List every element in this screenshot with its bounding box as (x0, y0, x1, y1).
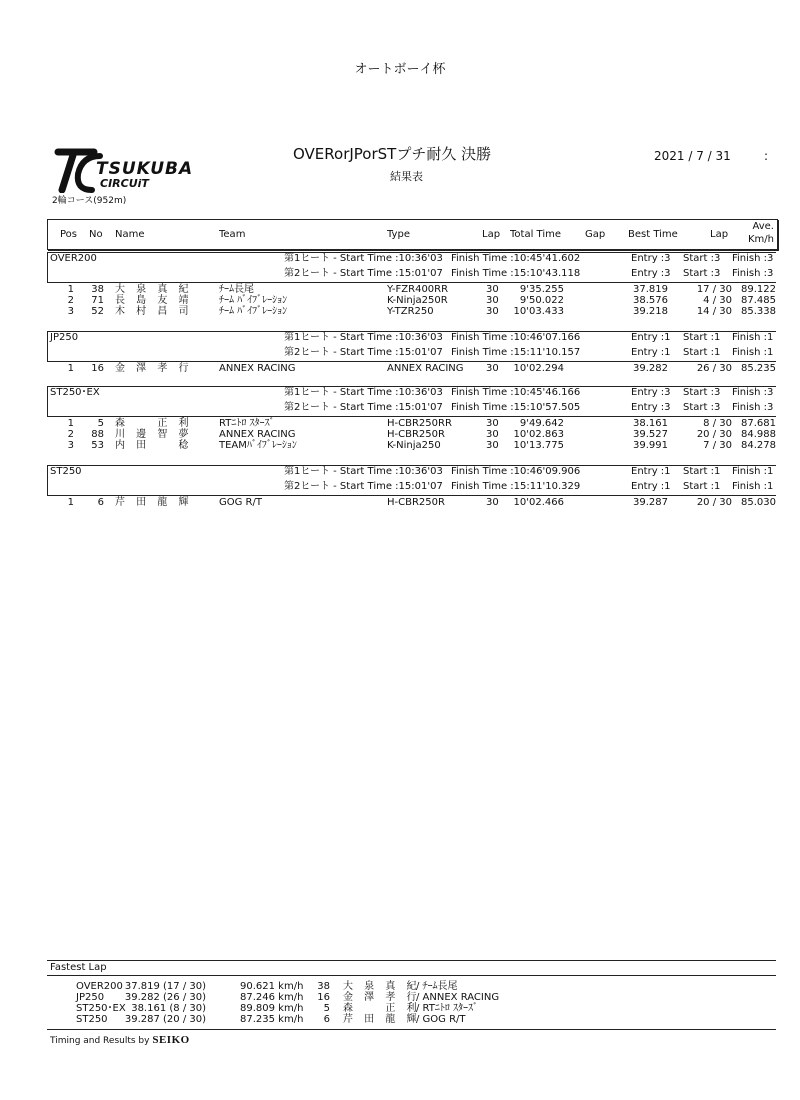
row-best-lap: 20 / 30 (696, 497, 732, 508)
col-best-lap: Lap (710, 229, 729, 240)
row-pos: 1 (67, 284, 74, 295)
row-total: 10'02.294 (513, 363, 564, 374)
row-best-lap: 7 / 30 (703, 440, 732, 451)
heat1-start: 第1ヒート - Start Time :10:36'03 (284, 466, 443, 477)
heat1-finished: Finish :3 (732, 387, 774, 398)
row-total: 9'49.642 (519, 418, 564, 429)
row-team: ﾁｰﾑ長尾 (219, 284, 254, 295)
col-pos: Pos (60, 229, 78, 240)
row-name: 芹 田 龍 輝 (115, 497, 193, 508)
heat2-started: Start :3 (683, 402, 721, 413)
fastest-team: / ANNEX RACING (416, 992, 500, 1003)
row-name: 長 島 友 靖 (115, 295, 193, 306)
row-type: Y-FZR400RR (387, 284, 449, 295)
logo-sub-text: CIRCUiT (100, 177, 149, 190)
row-no: 52 (91, 306, 104, 317)
race-time-colon: : (764, 149, 769, 163)
row-total: 10'02.466 (513, 497, 564, 508)
col-gap: Gap (585, 229, 606, 240)
class-name: JP250 (50, 332, 79, 343)
heat2-entry: Entry :3 (631, 402, 671, 413)
class-name: OVER200 (50, 253, 97, 264)
footer-label: Timing and Results by (50, 1036, 150, 1046)
fastest-no: 16 (317, 992, 330, 1003)
heat2-start: 第2ヒート - Start Time :15:01'07 (284, 268, 443, 279)
row-type: ANNEX RACING (387, 363, 464, 374)
row-team: ﾁｰﾑ ﾊﾞｲﾌﾞﾚｰｼｮﾝ (219, 306, 288, 317)
row-type: K-Ninja250 (387, 440, 441, 451)
row-ave: 85.030 (741, 497, 776, 508)
row-name: 森 正 利 (115, 418, 193, 429)
row-ave: 85.235 (741, 363, 776, 374)
row-team: TEAMﾊﾞｲﾌﾞﾚｰｼｮﾝ (219, 440, 297, 451)
class-line-left (47, 465, 48, 495)
row-lap: 30 (486, 306, 499, 317)
row-best-lap: 20 / 30 (696, 429, 732, 440)
fastest-name: 金 澤 孝 行 (343, 992, 421, 1003)
race-date: 2021 / 7 / 31 (654, 149, 731, 163)
heat2-entry: Entry :1 (631, 481, 671, 492)
fastest-name: 森 正 利 (343, 1003, 421, 1014)
row-team: ﾁｰﾑ ﾊﾞｲﾌﾞﾚｰｼｮﾝ (219, 295, 288, 306)
col-name: Name (115, 229, 145, 240)
fastest-divider-top (47, 960, 776, 961)
heat2-start: 第2ヒート - Start Time :15:01'07 (284, 347, 443, 358)
row-name: 大 泉 真 紀 (115, 284, 193, 295)
col-kmh: Km/h (747, 234, 774, 245)
row-no: 6 (97, 497, 104, 508)
row-best-lap: 17 / 30 (696, 284, 732, 295)
row-ave: 89.122 (741, 284, 776, 295)
course-label: 2輪コース(952m) (52, 196, 127, 206)
row-best: 39.527 (633, 429, 668, 440)
row-lap: 30 (486, 363, 499, 374)
heat1-finish: Finish Time :10:46'09.906 (451, 466, 581, 477)
fastest-name: 芹 田 龍 輝 (343, 1014, 421, 1025)
fastest-team: / RTﾆﾄﾛ ｽﾀｰｽﾞ (416, 1003, 479, 1014)
row-best: 39.282 (633, 363, 668, 374)
row-ave: 87.681 (741, 418, 776, 429)
row-type: H-CBR250RR (387, 418, 452, 429)
seiko-logo: SEIKO (152, 1034, 190, 1046)
race-title: OVERorJPorSTプチ耐久 決勝 (293, 145, 492, 163)
fastest-speed: 87.235 km/h (240, 1014, 304, 1025)
heat2-entry: Entry :3 (631, 268, 671, 279)
row-lap: 30 (486, 497, 499, 508)
row-type: H-CBR250R (387, 429, 445, 440)
row-type: H-CBR250R (387, 497, 445, 508)
class-line-bottom (47, 495, 776, 496)
row-team: GOG R/T (219, 497, 262, 508)
row-total: 9'50.022 (519, 295, 564, 306)
heat1-finish: Finish Time :10:46'07.166 (451, 332, 581, 343)
fastest-class: OVER200 (76, 981, 123, 992)
row-total: 10'03.433 (513, 306, 564, 317)
row-ave: 84.278 (741, 440, 776, 451)
row-name: 川 邊 智 夢 (115, 429, 193, 440)
fastest-divider-bottom (47, 975, 776, 976)
heat2-started: Start :1 (683, 347, 721, 358)
fastest-speed: 90.621 km/h (240, 981, 304, 992)
class-line-bottom (47, 416, 776, 417)
fastest-lap-title: Fastest Lap (50, 962, 107, 973)
row-type: Y-TZR250 (387, 306, 434, 317)
heat2-finished: Finish :1 (732, 347, 774, 358)
class-line-bottom (47, 282, 776, 283)
heat1-started: Start :3 (683, 387, 721, 398)
col-ave: Ave. (752, 221, 774, 232)
fastest-team: / ﾁｰﾑ長尾 (416, 981, 458, 992)
heat1-start: 第1ヒート - Start Time :10:36'03 (284, 253, 443, 264)
row-pos: 2 (67, 295, 74, 306)
row-name: 木 村 昌 司 (115, 306, 193, 317)
row-no: 16 (91, 363, 104, 374)
row-best-lap: 14 / 30 (696, 306, 732, 317)
row-lap: 30 (486, 284, 499, 295)
row-best: 39.287 (633, 497, 668, 508)
row-lap: 30 (486, 418, 499, 429)
fastest-best: 39.287 (20 / 30) (124, 1014, 206, 1025)
row-name: 内 田 稔 (115, 440, 193, 451)
heat1-started: Start :3 (683, 253, 721, 264)
row-pos: 1 (67, 418, 74, 429)
heat1-entry: Entry :3 (631, 387, 671, 398)
heat1-finished: Finish :3 (732, 253, 774, 264)
row-lap: 30 (486, 429, 499, 440)
row-team: ANNEX RACING (219, 429, 296, 440)
row-total: 10'13.775 (513, 440, 564, 451)
class-line-left (47, 252, 48, 282)
subtitle: 結果表 (390, 170, 423, 183)
class-line-bottom (47, 361, 776, 362)
row-pos: 3 (67, 306, 74, 317)
heat1-entry: Entry :1 (631, 466, 671, 477)
heat2-finished: Finish :3 (732, 268, 774, 279)
heat1-finish: Finish Time :10:45'41.602 (451, 253, 581, 264)
col-best-time: Best Time (628, 229, 678, 240)
row-total: 10'02.863 (513, 429, 564, 440)
row-pos: 3 (67, 440, 74, 451)
row-ave: 85.338 (741, 306, 776, 317)
class-line-left (47, 331, 48, 361)
heat1-entry: Entry :1 (631, 332, 671, 343)
logo-main-text: TSUKUBA (96, 159, 194, 179)
row-best-lap: 26 / 30 (696, 363, 732, 374)
col-total-time: Total Time (510, 229, 562, 240)
heat1-started: Start :1 (683, 466, 721, 477)
fastest-speed: 87.246 km/h (240, 992, 304, 1003)
heat1-started: Start :1 (683, 332, 721, 343)
col-team: Team (219, 229, 246, 240)
heat2-finished: Finish :1 (732, 481, 774, 492)
fastest-best: 38.161 (8 / 30) (131, 1003, 206, 1014)
row-ave: 84.988 (741, 429, 776, 440)
class-line-left (47, 386, 48, 416)
fastest-team: / GOG R/T (416, 1014, 466, 1025)
heat2-started: Start :1 (683, 481, 721, 492)
row-type: K-Ninja250R (387, 295, 448, 306)
row-best: 38.576 (633, 295, 668, 306)
row-name: 金 澤 孝 行 (115, 363, 193, 374)
heat2-finish: Finish Time :15:10'43.118 (451, 268, 581, 279)
fastest-no: 5 (323, 1003, 330, 1014)
row-best: 37.819 (633, 284, 668, 295)
heat2-finish: Finish Time :15:10'57.505 (451, 402, 581, 413)
row-pos: 2 (67, 429, 74, 440)
fastest-no: 38 (317, 981, 330, 992)
heat2-started: Start :3 (683, 268, 721, 279)
row-no: 5 (97, 418, 104, 429)
heat2-finish: Finish Time :15:11'10.329 (451, 481, 581, 492)
col-type: Type (387, 229, 410, 240)
fastest-best: 37.819 (17 / 30) (124, 981, 206, 992)
fastest-class: JP250 (76, 992, 105, 1003)
row-best-lap: 4 / 30 (703, 295, 732, 306)
heat2-finished: Finish :3 (732, 402, 774, 413)
fastest-best: 39.282 (26 / 30) (124, 992, 206, 1003)
row-best: 39.218 (633, 306, 668, 317)
row-ave: 87.485 (741, 295, 776, 306)
row-no: 53 (91, 440, 104, 451)
footer-text (50, 1034, 190, 1047)
heat1-start: 第1ヒート - Start Time :10:36'03 (284, 332, 443, 343)
fastest-class: ST250･EX (76, 1003, 126, 1014)
col-lap: Lap (482, 229, 501, 240)
class-name: ST250･EX (50, 387, 100, 398)
row-best-lap: 8 / 30 (703, 418, 732, 429)
row-pos: 1 (67, 363, 74, 374)
row-pos: 1 (67, 497, 74, 508)
heat1-finished: Finish :1 (732, 332, 774, 343)
heat1-finish: Finish Time :10:45'46.166 (451, 387, 581, 398)
heat2-entry: Entry :1 (631, 347, 671, 358)
heat2-start: 第2ヒート - Start Time :15:01'07 (284, 481, 443, 492)
cup-title: オートボーイ杯 (354, 62, 446, 77)
row-team: ANNEX RACING (219, 363, 296, 374)
row-total: 9'35.255 (519, 284, 564, 295)
row-best: 39.991 (633, 440, 668, 451)
row-no: 88 (91, 429, 104, 440)
row-no: 71 (91, 295, 104, 306)
row-lap: 30 (486, 440, 499, 451)
row-lap: 30 (486, 295, 499, 306)
fastest-no: 6 (323, 1014, 330, 1025)
heat1-finished: Finish :1 (732, 466, 774, 477)
heat2-start: 第2ヒート - Start Time :15:01'07 (284, 402, 443, 413)
class-name: ST250 (50, 466, 82, 477)
fastest-class: ST250 (76, 1014, 108, 1025)
row-best: 38.161 (633, 418, 668, 429)
fastest-speed: 89.809 km/h (240, 1003, 304, 1014)
heat1-entry: Entry :3 (631, 253, 671, 264)
heat1-start: 第1ヒート - Start Time :10:36'03 (284, 387, 443, 398)
row-team: RTﾆﾄﾛ ｽﾀｰｽﾞ (219, 418, 275, 429)
col-no: No (89, 229, 103, 240)
footer-divider (47, 1029, 776, 1030)
fastest-name: 大 泉 真 紀 (343, 981, 421, 992)
row-no: 38 (91, 284, 104, 295)
heat2-finish: Finish Time :15:11'10.157 (451, 347, 581, 358)
